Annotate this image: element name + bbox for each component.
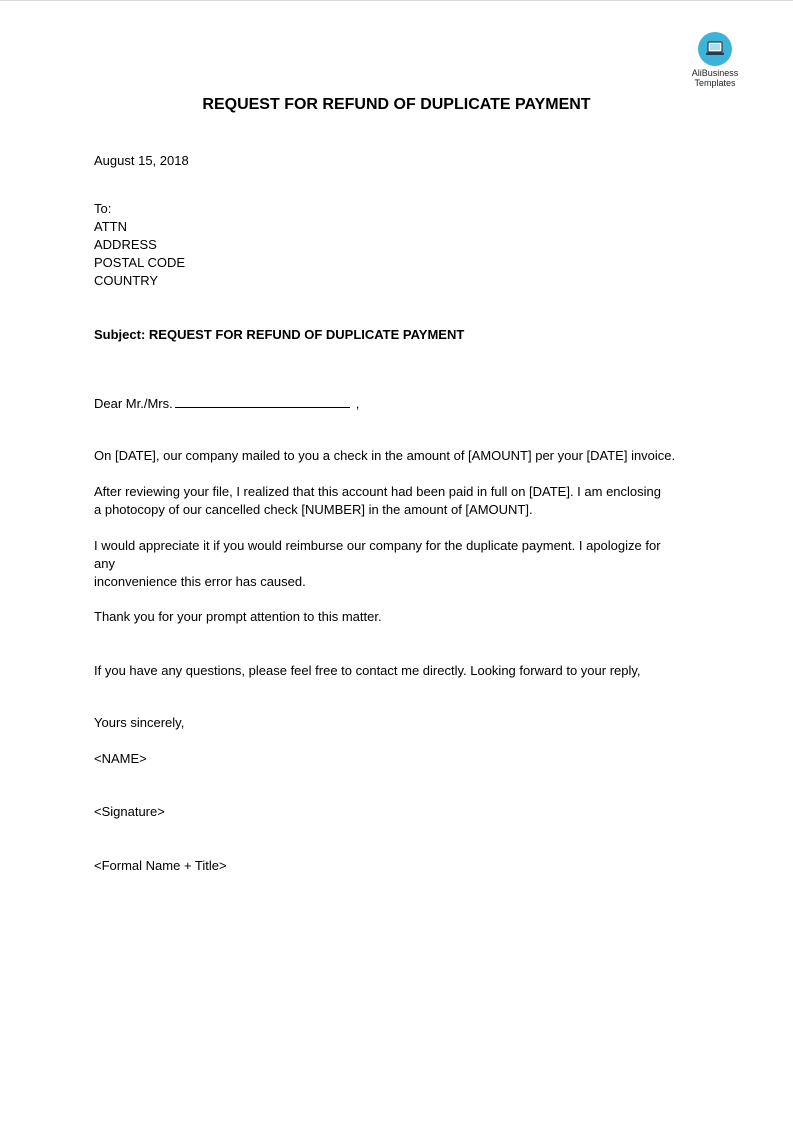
- recipient-address: ADDRESS: [94, 237, 157, 252]
- sender-signature: <Signature>: [94, 804, 165, 819]
- sender-formal-name-title: <Formal Name + Title>: [94, 858, 227, 873]
- document-title: REQUEST FOR REFUND OF DUPLICATE PAYMENT: [202, 96, 591, 113]
- subject-label: Subject:: [94, 327, 146, 342]
- laptop-icon: [698, 32, 732, 66]
- logo-text-line1: AliBusiness: [691, 68, 739, 78]
- salutation: [94, 395, 359, 413]
- recipient-attn: ATTN: [94, 219, 127, 234]
- letter-date: August 15, 2018: [94, 153, 189, 168]
- body-paragraph-2-line-1: After reviewing your file, I realized that this account had been paid in full on [DATE]. I am enclosing: [94, 484, 662, 499]
- body-paragraph-5: If you have any questions, please feel free to contact me directly. Looking forward to your reply,: [94, 663, 641, 678]
- body-paragraph-3-line-2: any: [94, 556, 115, 571]
- body-paragraph-3-line-1: I would appreciate it if you would reimburse our company for the duplicate payment. I apologize for: [94, 538, 661, 553]
- body-paragraph-2-line-2: a photocopy of our cancelled check [NUMBER] in the amount of [AMOUNT].: [94, 502, 533, 517]
- sender-name: <NAME>: [94, 751, 147, 766]
- brand-logo: [684, 32, 746, 88]
- salutation-suffix: ,: [355, 396, 360, 411]
- subject-text: REQUEST FOR REFUND OF DUPLICATE PAYMENT: [148, 327, 465, 342]
- logo-text-line2: Templates: [694, 78, 736, 88]
- sign-off: Yours sincerely,: [94, 715, 185, 730]
- page-top-border: [0, 0, 793, 1]
- name-blank-line: [175, 395, 350, 408]
- recipient-country: COUNTRY: [94, 273, 159, 288]
- recipient-postal-code: POSTAL CODE: [94, 255, 186, 270]
- body-paragraph-1: On [DATE], our company mailed to you a check in the amount of [AMOUNT] per your [DATE] invoice.: [94, 448, 676, 463]
- salutation-prefix: Dear Mr./Mrs.: [94, 396, 173, 411]
- body-paragraph-3-line-3: inconvenience this error has caused.: [94, 574, 306, 589]
- recipient-to-label: To:: [94, 201, 112, 216]
- body-paragraph-4: Thank you for your prompt attention to this matter.: [94, 609, 382, 624]
- subject-line: [94, 326, 464, 344]
